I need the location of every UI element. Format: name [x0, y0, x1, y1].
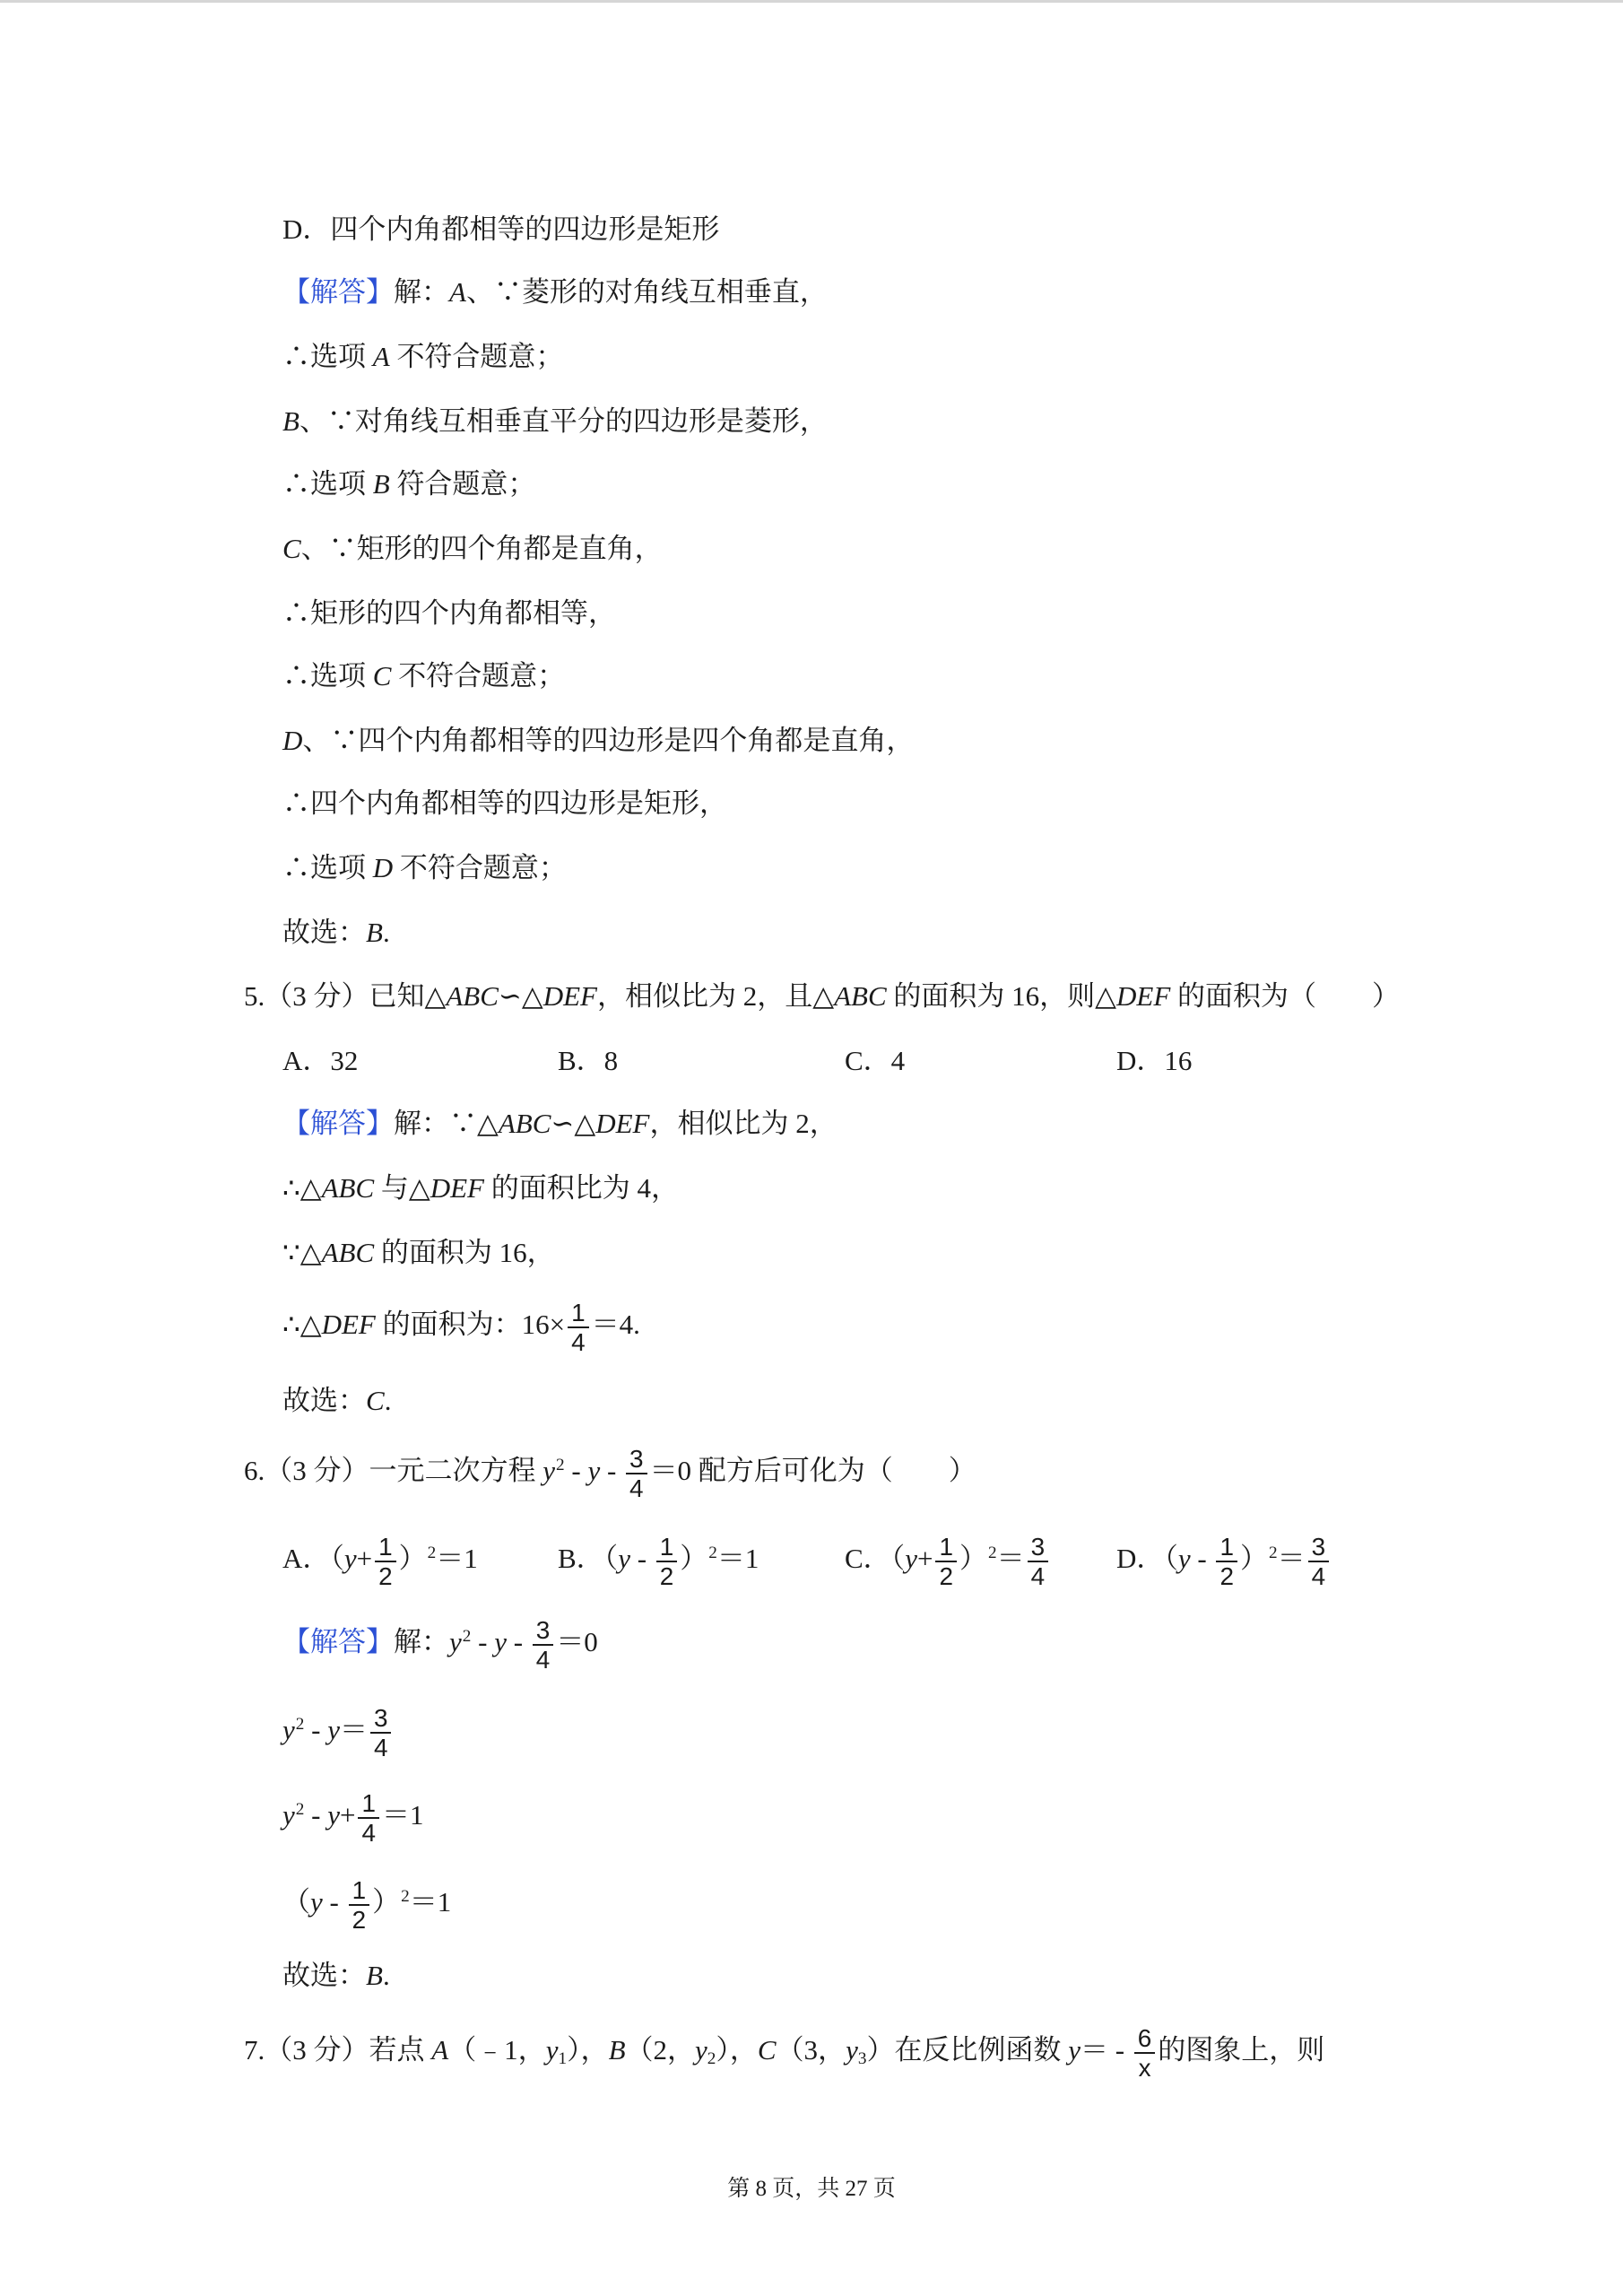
text-run: ）， — [716, 2034, 758, 2066]
text-run: + — [339, 1799, 356, 1831]
q4-answer-line — [282, 768, 727, 839]
subscript: 2 — [707, 2049, 716, 2069]
text-run: 7.（3 分）若点 — [244, 2034, 432, 2066]
text-run: 故选： — [282, 1385, 366, 1416]
fraction — [626, 1445, 647, 1503]
fraction-denominator: 4 — [1311, 1561, 1326, 1590]
q5-final-choice — [282, 1365, 391, 1437]
q4-answer-line — [282, 578, 616, 649]
fraction-numerator: 3 — [1028, 1533, 1049, 1562]
text-run: ∴选项 — [282, 341, 373, 372]
fraction-numerator: 3 — [1308, 1533, 1330, 1562]
q6-answer-line — [282, 1866, 451, 1938]
math-variable: C — [366, 1385, 385, 1416]
text-run: - — [322, 1886, 346, 1918]
text-run: - — [304, 1799, 328, 1831]
math-variable: y — [327, 1799, 340, 1831]
superscript: 2 — [1269, 1544, 1278, 1563]
text-run: - — [506, 1626, 530, 1657]
text-run: ＝0 — [556, 1626, 598, 1657]
math-variable: y — [545, 2034, 559, 2066]
fraction — [370, 1704, 392, 1762]
page-footer: 第 8 页，共 27 页 — [727, 2177, 896, 2201]
fraction-denominator: 2 — [378, 1561, 393, 1590]
text-run: 6.（3 分）一元二次方程 — [244, 1455, 543, 1486]
fraction — [349, 1876, 370, 1935]
text-run: - — [304, 1714, 328, 1745]
text-run: ＝1 — [436, 1543, 478, 1574]
q6-answer-line — [282, 1779, 423, 1851]
fraction — [656, 1533, 678, 1591]
q5-stem — [244, 961, 1400, 1032]
fraction — [1308, 1533, 1330, 1591]
text-run: D．16 — [1116, 1045, 1193, 1076]
text-run: ）， — [567, 2034, 609, 2066]
math-variable: y — [310, 1886, 323, 1918]
q5-answer-line — [282, 1152, 679, 1224]
fraction — [1028, 1533, 1049, 1591]
fraction-numerator: 3 — [533, 1616, 554, 1646]
fraction-denominator: 2 — [659, 1561, 674, 1590]
q4-option-d — [282, 194, 719, 265]
text-run: - — [629, 1543, 654, 1574]
text-run: 的面积比为 4， — [484, 1172, 679, 1204]
fraction-numerator: 1 — [375, 1533, 396, 1562]
math-variable: DEF — [595, 1108, 650, 1139]
fraction — [358, 1789, 379, 1848]
math-variable: y — [449, 1626, 462, 1657]
text-run: ＝1 — [381, 1799, 424, 1831]
text-run: 不符合题意； — [393, 852, 567, 883]
q4-answer-line — [282, 640, 565, 712]
text-run: . — [382, 1960, 390, 1991]
text-run: ＝1 — [716, 1543, 759, 1574]
fraction-denominator: 2 — [939, 1561, 953, 1590]
superscript: 2 — [295, 1715, 305, 1735]
math-variable: DEF — [1116, 980, 1171, 1012]
fraction-numerator: 1 — [568, 1299, 589, 1328]
q4-answer-line — [282, 705, 914, 777]
q5-option-d — [1116, 1025, 1192, 1097]
q4-answer-line — [282, 321, 563, 393]
math-variable: ABC — [498, 1108, 551, 1139]
q6-option-b — [558, 1523, 759, 1595]
text-run: ） — [680, 1543, 708, 1574]
math-variable: ABC — [321, 1237, 375, 1268]
text-run: ） — [1240, 1543, 1268, 1574]
text-run: ∵△ — [282, 1237, 322, 1268]
superscript: 2 — [708, 1544, 717, 1563]
answer-tag: 【解答】 — [282, 1108, 394, 1139]
math-variable: B — [282, 405, 299, 437]
text-run: 不符合题意； — [389, 341, 564, 372]
fraction-numerator: 1 — [1216, 1533, 1237, 1562]
q6-answer-line — [282, 1606, 598, 1678]
fraction — [935, 1533, 957, 1591]
superscript: 2 — [401, 1887, 410, 1907]
q4-answer-line — [282, 448, 535, 520]
text-run: 5.（3 分）已知△ — [244, 980, 447, 1012]
text-run: ∽△ — [551, 1108, 596, 1139]
fraction-denominator: x — [1138, 2053, 1151, 2082]
text-run: D．（ — [1116, 1543, 1178, 1574]
text-run: ∴选项 — [282, 660, 373, 691]
math-variable: y — [618, 1543, 630, 1574]
text-run: A．（ — [282, 1543, 344, 1574]
text-run: ） — [959, 1543, 987, 1574]
answer-tag: 【解答】 — [282, 1626, 394, 1657]
text-run: ∴△ — [282, 1172, 322, 1204]
q6-option-d — [1116, 1523, 1332, 1595]
text-run: + — [356, 1543, 373, 1574]
q4-answer-line — [282, 386, 828, 457]
text-run: 符合题意； — [389, 468, 536, 500]
math-variable: y — [846, 2034, 858, 2066]
text-run: ） — [372, 1886, 401, 1918]
text-run: - — [1190, 1543, 1214, 1574]
fraction-denominator: 4 — [629, 1474, 644, 1502]
q5-answer-line — [282, 1217, 555, 1289]
text-run: 的图象上，则 — [1158, 2034, 1325, 2066]
fraction-numerator: 1 — [349, 1876, 370, 1906]
q5-option-a — [282, 1025, 358, 1097]
math-variable: y — [695, 2034, 707, 2066]
math-variable: DEF — [321, 1309, 376, 1340]
superscript: 2 — [427, 1544, 437, 1563]
text-run: （﹣1， — [448, 2034, 546, 2066]
text-run: ，相似比为 2，且△ — [597, 980, 835, 1012]
q6-final-choice — [282, 1940, 390, 2012]
math-variable: y — [542, 1455, 556, 1486]
text-run: D．四个内角都相等的四边形是矩形 — [282, 213, 720, 245]
fraction — [1216, 1533, 1237, 1591]
q6-stem — [244, 1435, 976, 1507]
text-run: ＝1 — [409, 1886, 452, 1918]
math-variable: C — [282, 533, 301, 564]
fraction-denominator: 4 — [373, 1733, 388, 1761]
text-run: 解： — [394, 1626, 449, 1657]
answer-tag: 【解答】 — [282, 276, 394, 308]
text-run: （ — [282, 1886, 310, 1918]
q7-stem — [244, 2014, 1324, 2086]
text-run: ＝4. — [591, 1309, 640, 1340]
text-run: ∴选项 — [282, 468, 373, 500]
text-run: A．32 — [282, 1045, 359, 1076]
fraction — [375, 1533, 396, 1591]
math-variable: A — [449, 276, 466, 308]
subscript: 1 — [558, 2049, 568, 2069]
q4-answer-line — [282, 832, 567, 904]
math-variable: A — [372, 341, 390, 372]
text-run: . — [382, 917, 390, 948]
superscript: 2 — [556, 1456, 565, 1475]
math-variable: y — [587, 1455, 601, 1486]
math-variable: y — [282, 1799, 295, 1831]
text-run: （2， — [625, 2034, 695, 2066]
text-run: 的面积为（ ） — [1170, 980, 1401, 1012]
math-variable: y — [494, 1626, 507, 1657]
math-variable: DEF — [430, 1172, 484, 1204]
math-variable: D — [372, 852, 394, 883]
text-run: 、∵菱形的对角线互相垂直， — [465, 276, 828, 308]
text-run: 、∵矩形的四个角都是直角， — [300, 533, 663, 564]
math-variable: DEF — [542, 980, 597, 1012]
text-run: 、∵对角线互相垂直平分的四边形是菱形， — [299, 405, 828, 437]
fraction-denominator: 4 — [535, 1645, 551, 1674]
text-run: 的面积为 16， — [374, 1237, 555, 1268]
text-run: 的面积为：16× — [375, 1309, 566, 1340]
fraction-denominator: 4 — [1030, 1561, 1046, 1590]
fraction-denominator: 2 — [352, 1905, 367, 1934]
fraction — [533, 1616, 554, 1674]
text-run: 、∵四个内角都相等的四边形是四个角都是直角， — [302, 725, 915, 756]
text-run: + — [916, 1543, 933, 1574]
q6-option-a — [282, 1523, 478, 1595]
math-variable: ABC — [834, 980, 887, 1012]
text-run: - — [564, 1455, 588, 1486]
q6-option-c — [845, 1523, 1051, 1595]
superscript: 2 — [987, 1544, 997, 1563]
text-run: ∽△ — [498, 980, 543, 1012]
q4-answer-line — [282, 257, 828, 328]
fraction-numerator: 1 — [935, 1533, 957, 1562]
text-run: ∴四个内角都相等的四边形是矩形， — [282, 787, 727, 819]
math-variable: y — [343, 1543, 357, 1574]
text-run: - — [471, 1626, 495, 1657]
fraction — [1134, 2024, 1156, 2083]
math-variable: C — [757, 2034, 777, 2066]
math-variable: y — [1177, 1543, 1191, 1574]
math-variable: D — [282, 725, 303, 756]
math-variable: B — [366, 917, 383, 948]
fraction-numerator: 3 — [626, 1445, 647, 1474]
text-run: ＝ - — [1080, 2034, 1132, 2066]
superscript: 2 — [462, 1627, 472, 1647]
math-variable: B — [372, 468, 390, 500]
fraction-denominator: 4 — [361, 1818, 376, 1847]
text-run: 的面积为 16，则△ — [886, 980, 1116, 1012]
fraction — [568, 1299, 589, 1357]
math-variable: B — [608, 2034, 626, 2066]
fraction-numerator: 3 — [370, 1704, 392, 1734]
q4-answer-line — [282, 513, 663, 585]
text-run: - — [600, 1455, 624, 1486]
text-run: 解：∵△ — [394, 1108, 499, 1139]
text-run: B．8 — [558, 1045, 619, 1076]
math-variable: A — [431, 2034, 449, 2066]
text-run: ∴矩形的四个内角都相等， — [282, 597, 616, 629]
text-run: 故选： — [282, 917, 366, 948]
math-variable: C — [372, 660, 392, 691]
page-top-edge — [0, 0, 1623, 3]
q5-answer-line — [282, 1289, 640, 1361]
math-variable: ABC — [446, 980, 499, 1012]
text-run: ＝ — [996, 1543, 1025, 1574]
text-run: C．（ — [845, 1543, 906, 1574]
text-run: . — [384, 1385, 392, 1416]
math-variable: y — [905, 1543, 917, 1574]
text-run: ）在反比例函数 — [866, 2034, 1069, 2066]
q6-answer-line — [282, 1694, 394, 1766]
math-variable: y — [282, 1714, 295, 1745]
text-run: 不符合题意； — [391, 660, 566, 691]
subscript: 3 — [857, 2049, 867, 2069]
text-run: 与△ — [374, 1172, 430, 1204]
text-run: B．（ — [558, 1543, 619, 1574]
fraction-denominator: 4 — [571, 1327, 586, 1356]
text-run: ∴选项 — [282, 852, 373, 883]
superscript: 2 — [295, 1800, 305, 1820]
text-run: ，相似比为 2， — [649, 1108, 838, 1139]
text-run: （3， — [776, 2034, 846, 2066]
text-run: ∴△ — [282, 1309, 322, 1340]
math-variable: y — [327, 1714, 340, 1745]
text-run: ＝0 配方后可化为（ ） — [649, 1455, 976, 1486]
q4-final-choice — [282, 897, 390, 969]
math-variable: y — [1068, 2034, 1081, 2066]
math-variable: B — [366, 1960, 383, 1991]
text-run: ） — [398, 1543, 427, 1574]
q5-option-c — [845, 1025, 905, 1097]
text-run: 故选： — [282, 1960, 366, 1991]
fraction-numerator: 1 — [358, 1789, 379, 1819]
fraction-numerator: 1 — [656, 1533, 678, 1562]
fraction-numerator: 6 — [1134, 2024, 1156, 2054]
text-run: C．4 — [845, 1045, 906, 1076]
text-run: ＝ — [1277, 1543, 1306, 1574]
q5-answer-line — [282, 1088, 838, 1160]
text-run: 解： — [394, 276, 449, 308]
math-variable: ABC — [321, 1172, 375, 1204]
q5-option-b — [558, 1025, 618, 1097]
text-run: ＝ — [339, 1714, 368, 1745]
fraction-denominator: 2 — [1219, 1561, 1234, 1590]
